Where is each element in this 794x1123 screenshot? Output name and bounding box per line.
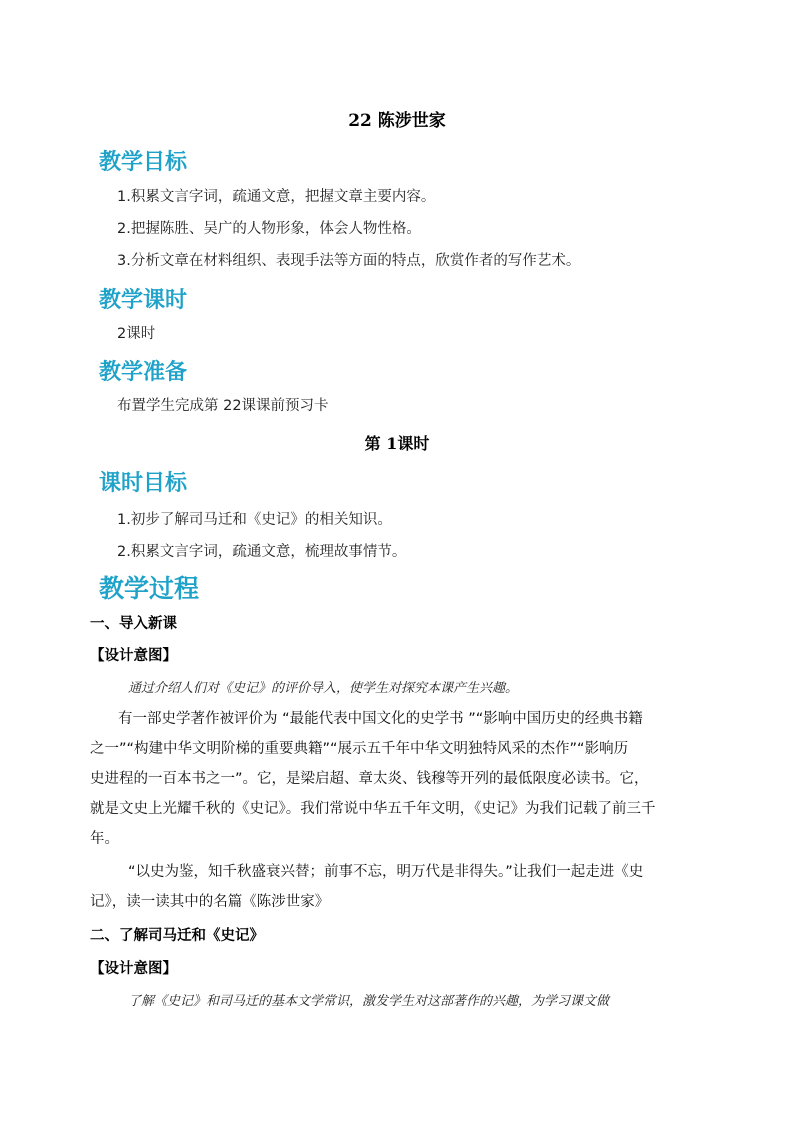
design-intent-text: 通过介绍人们对《史记》的评价导入，使学生对探究本课产生兴趣。 (128, 681, 519, 696)
paragraph-line: “以史为鉴，知千秋盛衰兴替；前事不忘，明万代是非得失。”让我们一起走进《史 (128, 864, 644, 880)
hours-value: 2课时 (117, 326, 156, 342)
paragraph-line: 年。 (90, 831, 119, 847)
paragraph-line: 就是文史上光耀千秋的《史记》。我们常说中华五千年文明，《史记》为我们记载了前三千 (90, 801, 656, 817)
paragraph-line: 记》，读一读其中的名篇《陈涉世家》 (90, 894, 330, 910)
paragraph-line: 史进程的一百本书之一”。它，是梁启超、章太炎、钱穆等开列的最低限度必读书。它， (90, 771, 649, 787)
paragraph-line: 之一”“构建中华文明阶梯的重要典籍”“展示五千年中华文明独特风采的杰作”“影响历 (90, 741, 629, 757)
objective-item: 1.积累文言字词，疏通文意，把握文章主要内容。 (117, 189, 436, 205)
objectives-heading: 教学目标 (99, 150, 188, 175)
paragraph-line: 有一部史学著作被评价为 “最能代表中国文化的史学书 ”“影响中国历史的经典书籍 (118, 711, 643, 727)
lesson-goals-heading: 课时目标 (99, 471, 188, 496)
section2-title: 二、了解司马迁和《史记》 (90, 927, 264, 944)
prep-heading: 教学准备 (99, 360, 188, 385)
lesson-title: 22 陈涉世家 (348, 111, 446, 131)
design-intent-label: 【设计意图】 (90, 648, 177, 664)
process-heading: 教学过程 (99, 574, 200, 603)
objective-item: 3.分析文章在材料组织、表现手法等方面的特点，欣赏作者的写作艺术。 (117, 253, 581, 269)
design-intent-label: 【设计意图】 (90, 961, 177, 977)
section1-title: 一、导入新课 (90, 615, 177, 632)
prep-value: 布置学生完成第 22课课前预习卡 (117, 398, 329, 414)
lesson1-title: 第 1课时 (364, 434, 430, 453)
lesson-goal-item: 2.积累文言字词，疏通文意，梳理故事情节。 (117, 544, 407, 560)
lesson-goal-item: 1.初步了解司马迁和《史记》的相关知识。 (117, 512, 392, 528)
design-intent-text: 了解《史记》和司马迁的基本文学常识，激发学生对这部著作的兴趣，为学习课文做 (128, 994, 610, 1009)
hours-heading: 教学课时 (99, 288, 188, 313)
objective-item: 2.把握陈胜、吴广的人物形象，体会人物性格。 (117, 221, 421, 237)
